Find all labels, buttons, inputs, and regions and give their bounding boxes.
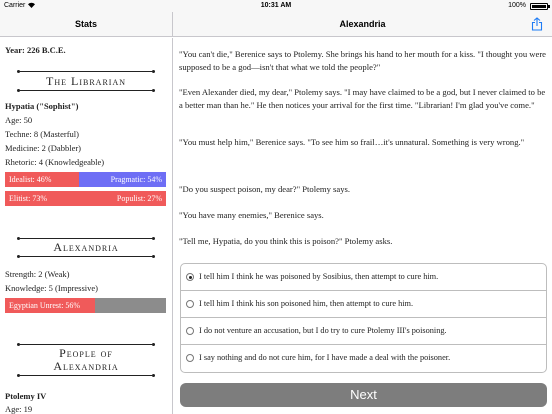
page-title: Alexandria bbox=[339, 19, 386, 29]
choice-label: I say nothing and do not cure him, for I have made a deal with the poisoner. bbox=[199, 353, 451, 362]
battery-percent: 100% bbox=[508, 2, 526, 9]
people-name: Ptolemy IV bbox=[5, 391, 47, 401]
character-name: Hypatia ("Sophist") bbox=[5, 101, 79, 111]
radio-selected-icon[interactable] bbox=[186, 273, 194, 281]
choice-option[interactable] bbox=[181, 318, 546, 345]
clock: 10:31 AM bbox=[260, 2, 292, 9]
bar-right-label: Pragmatic: 54% bbox=[110, 175, 162, 184]
librarian-banner-text: The Librarian bbox=[46, 74, 126, 88]
story-panel[interactable] bbox=[174, 38, 552, 414]
stat-rhetoric: Rhetoric: 4 (Knowledgeable) bbox=[5, 157, 105, 167]
people-age: Age: 19 bbox=[5, 404, 33, 414]
choice-label: I tell him I think he was poisoned by Sosibius, then attempt to cure him. bbox=[199, 272, 439, 281]
choice-option[interactable] bbox=[181, 291, 546, 318]
radio-icon[interactable] bbox=[186, 327, 194, 335]
battery-icon bbox=[530, 3, 548, 10]
carrier-label: Carrier bbox=[4, 2, 26, 9]
share-icon[interactable] bbox=[531, 17, 543, 31]
bar-label: Egyptian Unrest: 56% bbox=[9, 301, 81, 310]
people-banner bbox=[20, 344, 152, 373]
bar-left-label: Elitist: 73% bbox=[9, 194, 47, 203]
main-nav-bar bbox=[173, 12, 552, 37]
status-bar bbox=[0, 0, 552, 12]
choice-option[interactable] bbox=[181, 345, 546, 372]
alexandria-banner-text: Alexandria bbox=[53, 240, 119, 254]
choice-label: I tell him I think his son poisoned him, then attempt to cure him. bbox=[199, 299, 414, 308]
bar-right-label: Populist: 27% bbox=[116, 194, 162, 203]
people-banner-line2: Alexandria bbox=[53, 359, 119, 373]
choice-list bbox=[180, 263, 547, 373]
sidebar-title: Stats bbox=[74, 19, 97, 29]
story-paragraph: "You have many enemies," Berenice says. bbox=[179, 210, 324, 220]
story-paragraph: "Tell me, Hypatia, do you think this is poison?" Ptolemy asks. bbox=[179, 236, 393, 246]
choice-label: I do not venture an accusation, but I do try to cure Ptolemy III's poisoning. bbox=[199, 326, 447, 335]
radio-icon[interactable] bbox=[186, 354, 194, 362]
stat-medicine: Medicine: 2 (Dabbler) bbox=[5, 143, 81, 153]
people-banner-line1: People of bbox=[59, 346, 113, 360]
sidebar-nav-bar bbox=[0, 12, 173, 37]
stats-sidebar[interactable] bbox=[0, 38, 173, 414]
stat-age: Age: 50 bbox=[5, 115, 33, 125]
stat-techne: Techne: 8 (Masterful) bbox=[5, 129, 79, 139]
story-paragraph: "You can't die," Berenice says to Ptolemy. She brings his hand to her mouth for a kiss. "I thought you were supposed to be a god—isn't that what we told the people?" bbox=[179, 49, 546, 72]
elitist-populist-bar bbox=[5, 191, 166, 206]
alexandria-banner bbox=[20, 238, 152, 254]
idealist-pragmatic-bar bbox=[5, 172, 166, 187]
stat-knowledge: Knowledge: 5 (Impressive) bbox=[5, 283, 99, 293]
year-label: Year: 226 B.C.E. bbox=[5, 45, 66, 55]
bar-left-label: Idealist: 46% bbox=[9, 175, 52, 184]
stat-strength: Strength: 2 (Weak) bbox=[5, 269, 70, 279]
radio-icon[interactable] bbox=[186, 300, 194, 308]
next-button[interactable]: Next bbox=[180, 383, 547, 407]
bar-track bbox=[95, 298, 166, 313]
egyptian-unrest-bar bbox=[5, 298, 166, 313]
choice-option[interactable] bbox=[181, 264, 546, 291]
story-paragraph: "You must help him," Berenice says. "To see him so frail…it's unnatural. Something is very wrong." bbox=[179, 137, 525, 147]
story-paragraph: "Do you suspect poison, my dear?" Ptolemy says. bbox=[179, 184, 350, 194]
librarian-banner bbox=[20, 71, 152, 88]
story-paragraph: "Even Alexander died, my dear," Ptolemy says. "I may have claimed to be a god, but I never claimed to be a better man than he." He then notices your arrival for the first time. "Librarian! I'm glad you've come." bbox=[179, 87, 546, 110]
